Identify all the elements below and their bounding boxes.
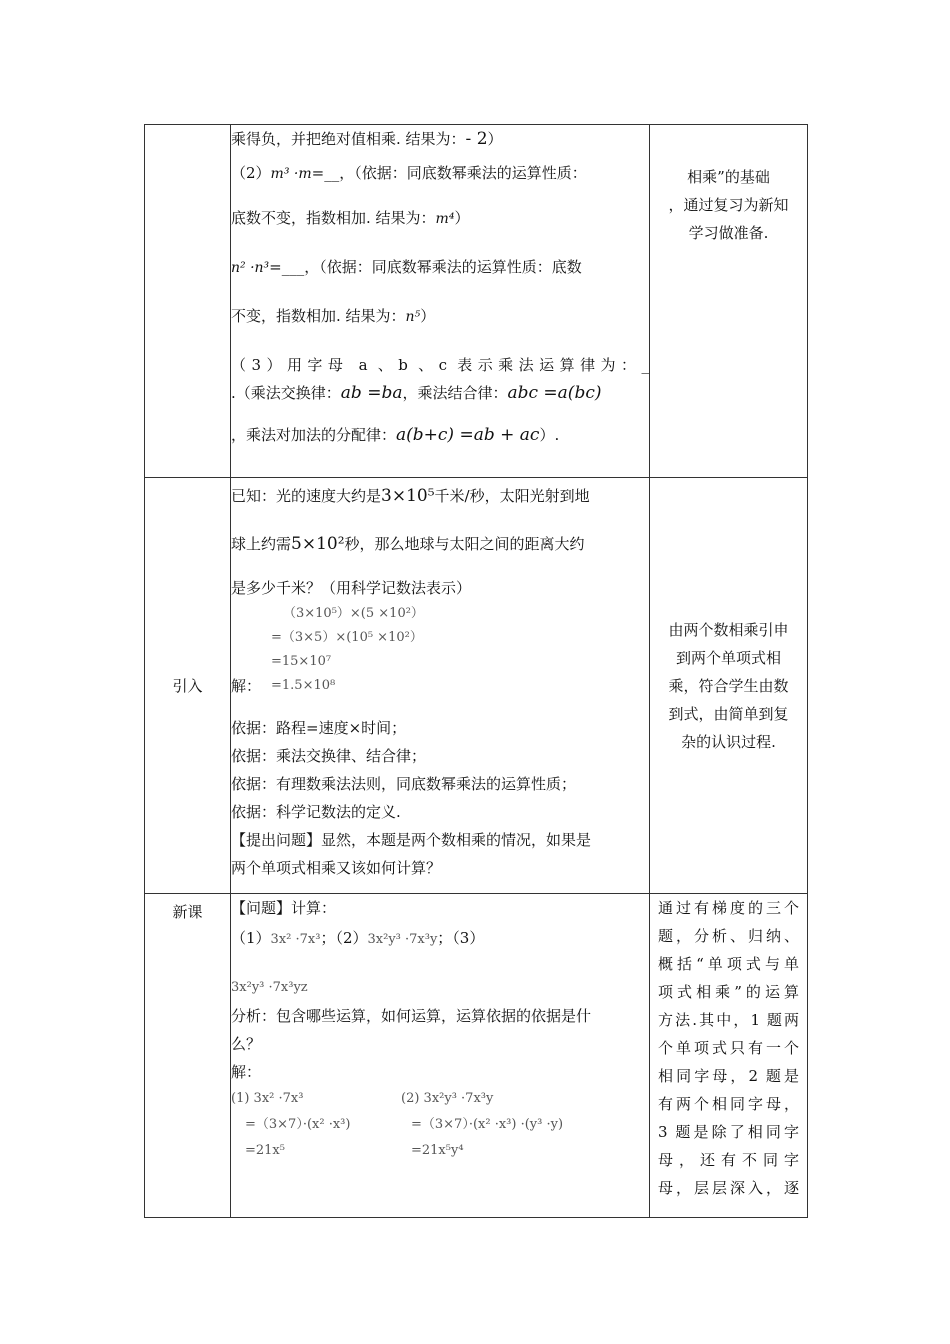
new-lesson-content-cell	[231, 894, 650, 1218]
intro-question-line-2: 球上约需5×10²秒，那么地球与太阳之间的距离大约	[231, 534, 585, 554]
new-lesson-note-line: 有两个相同字母，	[658, 1095, 799, 1113]
new-lesson-title: 【问题】计算：	[231, 899, 337, 917]
review-line-6: （3）用字母 a 、b 、c 表示乘法运算律为：_	[231, 356, 649, 374]
solution-2	[401, 1086, 621, 1164]
review-line-1: 乘得负，并把绝对值相乘. 结果为：- 2）	[231, 129, 503, 149]
review-line-4: n² ·n³=___，（依据：同底数幂乘法的运算性质：底数	[231, 258, 582, 276]
intro-note-line: 到式，由简单到复	[668, 704, 789, 723]
review-row	[145, 125, 808, 478]
solution-1-step: =21x⁵	[245, 1143, 285, 1158]
new-lesson-solution-label: 解：	[231, 1063, 262, 1081]
review-note-cell	[650, 125, 808, 478]
aux-text: （1）3x² ·7x³；（2）3x²y³ ·7x³y ；（3）分析：包含哪些运算，如何运算，运算依据的依据是什么？	[0, 1330, 46, 1331]
intro-content-cell	[231, 478, 650, 894]
solution-1-step: (1) 3x² ·7x³	[231, 1091, 304, 1106]
solution-2-step: (2) 3x²y³ ·7x³y	[401, 1091, 494, 1106]
new-lesson-note-line: 3 题是除了相同字	[658, 1123, 799, 1141]
new-lesson-stage-cell: 新课	[145, 894, 231, 1218]
intro-solution-step: （3×10⁵）×(5 ×10²）	[283, 606, 424, 621]
intro-note-line: 乘，符合学生由数	[668, 676, 789, 695]
new-lesson-note-line: 母，层层深入，逐	[658, 1179, 799, 1197]
review-line-7: .（乘法交换律：ab =ba，乘法结合律：abc =a(bc)	[231, 383, 602, 403]
solution-1	[231, 1086, 401, 1164]
review-stage-cell	[145, 125, 231, 478]
lesson-table	[144, 124, 808, 1218]
review-line-5: 不变，指数相加. 结果为：n⁵）	[231, 307, 436, 325]
new-lesson-problems-line-2: 3x²y³ ·7x³yz	[231, 980, 308, 995]
intro-note-line: 杂的认识过程.	[681, 732, 776, 751]
new-lesson-note-line: 概括“单项式与单	[658, 955, 799, 973]
intro-basis-line: 依据：路程=速度×时间；	[231, 719, 407, 737]
intro-question-prompt: 【提出问题】显然，本题是两个数相乘的情况，如果是	[231, 831, 592, 849]
intro-row	[145, 478, 808, 894]
review-note-line: ，通过复习为新知	[668, 196, 789, 214]
new-lesson-problems-line-1: （1）3x² ·7x³；（2）3x²y³ ·7x³y；（3）	[231, 929, 485, 947]
intro-note-line: 到两个单项式相	[675, 648, 781, 667]
new-lesson-note-line: 母，还有不同字	[658, 1151, 799, 1169]
intro-solution-label: 解：	[231, 677, 262, 695]
intro-note-line: 由两个数相乘引申	[668, 620, 789, 639]
review-note-line: 学习做准备.	[688, 224, 769, 242]
new-lesson-note-cell	[650, 894, 808, 1218]
intro-stage-cell: 引入	[145, 478, 231, 894]
solution-1-step: =（3×7）·(x² ·x³)	[245, 1117, 351, 1132]
review-line-2: （2）m³ ·m=__，（依据：同底数幂乘法的运算性质：	[231, 164, 587, 182]
new-lesson-solutions	[231, 1086, 649, 1164]
intro-solution-step: =15×10⁷	[271, 654, 332, 669]
new-lesson-note-line: 方法.其中，1 题两	[658, 1011, 799, 1029]
new-lesson-note-line: 个单项式只有一个	[658, 1039, 799, 1057]
intro-basis-line: 依据：有理数乘法法则，同底数幂乘法的运算性质；	[231, 775, 577, 793]
intro-basis-line: 依据：乘法交换律、结合律；	[231, 747, 427, 765]
new-lesson-analysis: 分析：包含哪些运算，如何运算，运算依据的依据是什	[231, 1007, 592, 1025]
intro-question-prompt: 两个单项式相乘又该如何计算？	[231, 859, 442, 877]
new-lesson-note-line: 项式相乘”的运算	[658, 983, 799, 1001]
review-note-line: 相乘”的基础	[687, 168, 770, 186]
intro-basis-line: 依据：科学记数法的定义.	[231, 803, 401, 821]
review-content-cell	[231, 125, 650, 478]
new-lesson-note-line: 通过有梯度的三个	[658, 899, 799, 917]
solution-2-step: =（3×7）·(x² ·x³) ·(y³ ·y)	[411, 1117, 564, 1132]
new-lesson-note-line: 题，分析、归纳、	[658, 927, 799, 945]
intro-note-cell	[650, 478, 808, 894]
intro-question-line-1: 已知：光的速度大约是3×10⁵千米/秒，太阳光射到地	[231, 486, 590, 506]
solution-2-step: =21x⁵y⁴	[411, 1143, 464, 1158]
review-line-8: ，乘法对加法的分配律：a(b+c) =ab + ac）.	[231, 425, 560, 445]
new-lesson-note-line: 相同字母，2 题是	[658, 1067, 799, 1085]
intro-question-line-3: 是多少千米？（用科学记数法表示）	[231, 579, 472, 597]
intro-solution-step: =1.5×10⁸	[271, 678, 336, 693]
new-lesson-analysis: 么？	[231, 1035, 262, 1053]
review-line-3: 底数不变，指数相加. 结果为：m⁴）	[231, 209, 470, 227]
intro-solution-step: =（3×5）×(10⁵ ×10²）	[271, 630, 423, 645]
intro-solution	[231, 602, 649, 706]
new-lesson-row	[145, 894, 808, 1218]
